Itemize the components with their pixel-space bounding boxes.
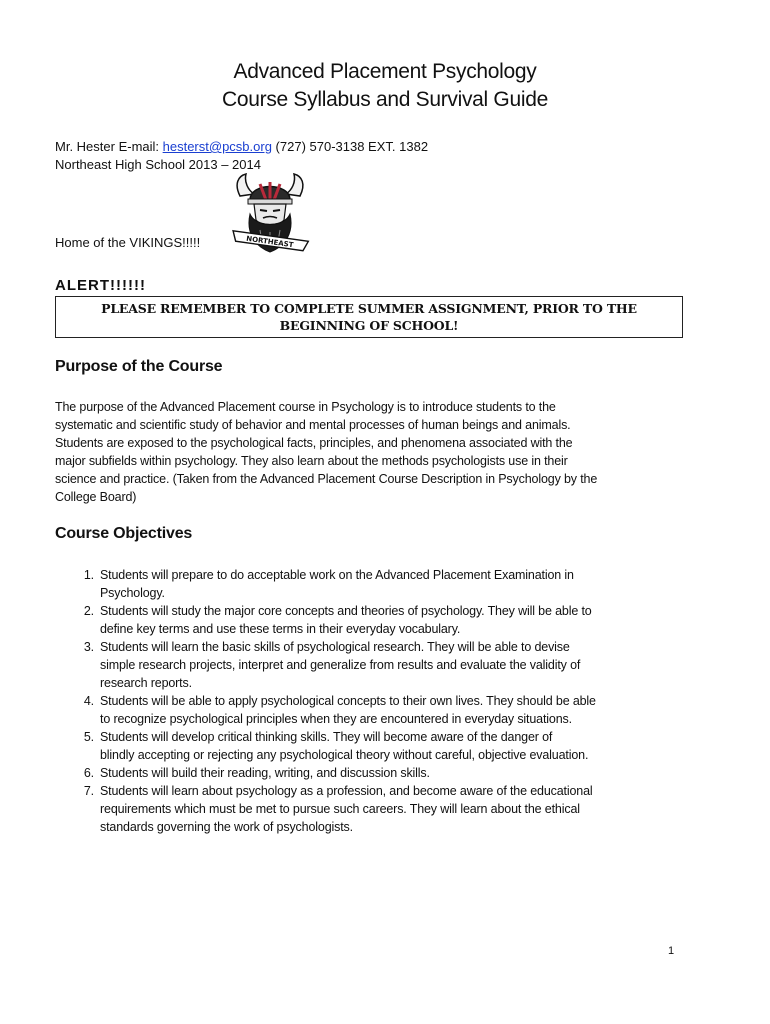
objective-number: 5. xyxy=(83,730,94,744)
objective-item xyxy=(76,638,686,692)
objective-number: 4. xyxy=(83,694,94,708)
paragraph-line: The purpose of the Advanced Placement course in Psychology is to introduce students to the xyxy=(55,400,556,414)
objective-line: simple research projects, interpret and generalize from results and evaluate the validity of xyxy=(100,658,581,672)
alert-message-line1: PLEASE REMEMBER TO COMPLETE SUMMER ASSIGNMENT, PRIOR TO THE xyxy=(101,301,637,316)
alert-message-line2: BEGINNING OF SCHOOL! xyxy=(279,318,459,333)
email-link[interactable]: hesterst@pcsb.org xyxy=(162,139,272,154)
objective-item xyxy=(76,764,686,782)
purpose-paragraph xyxy=(55,398,695,506)
page-number: 1 xyxy=(668,945,675,957)
contact-line xyxy=(55,138,428,156)
objective-line: Students will learn about psychology as a profession, and become aware of the educational xyxy=(100,784,593,798)
objective-line: Students will build their reading, writing, and discussion skills. xyxy=(100,766,430,780)
objectives-heading: Course Objectives xyxy=(55,525,193,542)
objective-line: Students will study the major core concepts and theories of psychology. They will be able to xyxy=(100,604,592,618)
contact-prefix: Mr. Hester E-mail: xyxy=(55,139,163,154)
objective-item xyxy=(76,692,686,728)
objective-line: research reports. xyxy=(100,676,192,690)
purpose-heading: Purpose of the Course xyxy=(55,358,223,375)
objective-item xyxy=(76,728,686,764)
viking-mascot-icon xyxy=(230,170,310,258)
objective-line: Students will learn the basic skills of psychological research. They will be able to devise xyxy=(100,640,570,654)
objective-number: 3. xyxy=(83,640,94,654)
objective-line: Students will be able to apply psychological concepts to their own lives. They should be able xyxy=(100,694,596,708)
objective-line: Students will develop critical thinking skills. They will become aware of the danger of xyxy=(100,730,553,744)
objective-number: 1. xyxy=(83,568,94,582)
objective-line: blindly accepting or rejecting any psychological theory without careful, objective evaluation. xyxy=(100,748,589,762)
document-title-line1: Advanced Placement Psychology xyxy=(233,60,537,83)
logo-banner-text: NORTHEAST xyxy=(245,234,294,250)
home-of-vikings-text: Home of the VIKINGS!!!!! xyxy=(55,235,201,250)
objective-line: Students will prepare to do acceptable work on the Advanced Placement Examination in xyxy=(100,568,574,582)
alert-box xyxy=(55,296,683,338)
paragraph-line: science and practice. (Taken from the Advanced Placement Course Description in Psychology by the xyxy=(55,472,598,486)
objective-number: 6. xyxy=(83,766,94,780)
paragraph-line: systematic and scientific study of behavior and mental processes of human beings and animals. xyxy=(55,418,571,432)
paragraph-line: College Board) xyxy=(55,490,137,504)
objective-number: 7. xyxy=(83,784,94,798)
objective-item xyxy=(76,782,686,836)
objective-item xyxy=(76,602,686,638)
objective-line: standards governing the work of psychologists. xyxy=(100,820,353,834)
alert-heading: ALERT!!!!!! xyxy=(55,277,146,294)
objective-line: requirements which must be met to pursue such careers. They will learn about the ethical xyxy=(100,802,580,816)
objective-item xyxy=(76,566,686,602)
paragraph-line: major subfields within psychology. They also learn about the methods psychologists use in their xyxy=(55,454,568,468)
objectives-list xyxy=(76,566,686,836)
document-title-line2: Course Syllabus and Survival Guide xyxy=(222,88,548,111)
phone-number: (727) 570-3138 EXT. 1382 xyxy=(271,139,429,154)
objective-line: Psychology. xyxy=(100,586,165,600)
school-line: Northeast High School 2013 – 2014 xyxy=(55,157,261,172)
objective-line: to recognize psychological principles when they are encountered in everyday situations. xyxy=(100,712,572,726)
objective-line: define key terms and use these terms in their everyday vocabulary. xyxy=(100,622,461,636)
paragraph-line: Students are exposed to the psychological facts, principles, and phenomena associated with the xyxy=(55,436,573,450)
objective-number: 2. xyxy=(83,604,94,618)
